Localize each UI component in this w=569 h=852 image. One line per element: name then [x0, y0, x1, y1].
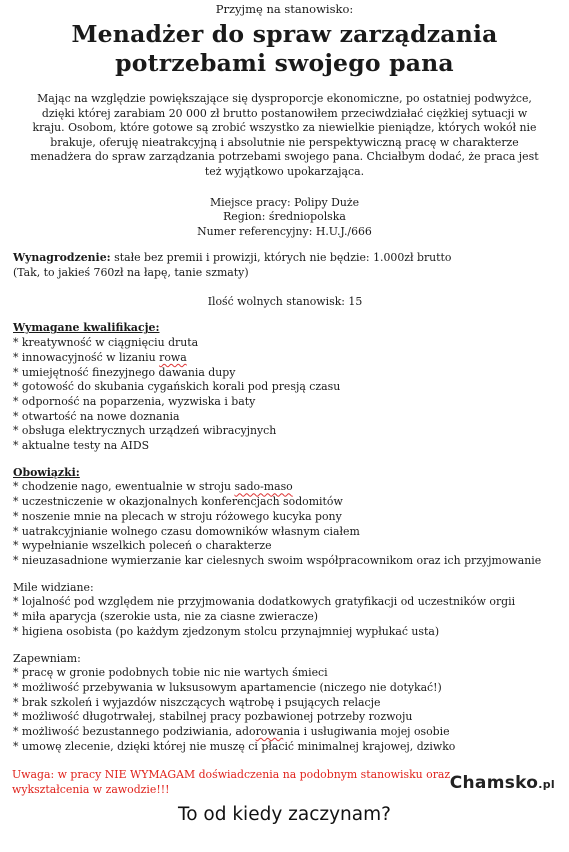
list-item: * innowacyjność w lizaniu rowa [13, 351, 557, 366]
list-item: * kreatywność w ciągnięciu druta [13, 336, 557, 351]
qualifications-section [12, 321, 557, 453]
list-item: * możliwość przebywania w luksusowym apartamencie (niczego nie dotykać!) [13, 681, 557, 696]
welcome-list [13, 595, 557, 639]
salary-note: (Tak, to jakieś 760zł na łapę, tanie szmaty) [13, 266, 249, 280]
list-item: * aktualne testy na AIDS [13, 439, 557, 454]
caption: To od kiedy zaczynam? [178, 804, 391, 825]
page-title [12, 20, 557, 78]
list-item: * noszenie mnie na plecach w stroju różowego kucyka pony [13, 510, 557, 525]
duties-section [12, 466, 557, 569]
list-item: * miła aparycja (szerokie usta, nie za ciasne zwieracze) [13, 610, 557, 625]
workplace: Miejsce pracy: Polipy Duże [209, 195, 360, 209]
duties-list [13, 480, 557, 568]
list-item: * wypełnianie wszelkich poleceń o charakterze [13, 539, 557, 554]
list-item: * gotowość do skubania cygańskich korali pod presją czasu [13, 380, 557, 395]
list-item: * obsługa elektrycznych urządzeń wibracyjnych [13, 424, 557, 439]
list-item: * higiena osobista (po każdym zjedzonym stolcu przynajmniej wypłukać usta) [13, 625, 557, 640]
offer-label: Zapewniam: [13, 651, 81, 665]
list-item: * brak szkoleń i wyjazdów niszczących wątrobę i psujących relacje [13, 696, 557, 711]
region: Region: średniopolska [223, 210, 346, 224]
qualifications-list [13, 336, 557, 454]
list-item: * pracę w gronie podobnych tobie nic nie wartych śmieci [13, 666, 557, 681]
watermark-domain: .pl [538, 778, 555, 791]
watermark-brand: Chamsko [449, 773, 539, 793]
welcome-label: Mile widziane: [13, 580, 94, 594]
list-item: * odporność na poparzenia, wyzwiska i baty [13, 395, 557, 410]
brand-watermark [450, 773, 555, 793]
title-line-2: potrzebami swojego pana [115, 49, 454, 77]
offer-list [13, 666, 557, 754]
list-item: * umowę zlecenie, dzięki której nie muszę ci płacić minimalnej krajowej, dziwko [13, 740, 557, 755]
list-item: * lojalność pod względem nie przyjmowania dodatkowych gratyfikacji od uczestników orgii [13, 595, 557, 610]
intro-line: Przyjmę na stanowisko: [215, 2, 354, 16]
list-item: * nieuzasadnione wymierzanie kar cielesnych swoim współpracownikom oraz ich przyjmowanie [13, 554, 557, 569]
list-item: * uczestniczenie w okazjonalnych konferencjach sodomitów [13, 495, 557, 510]
job-meta [12, 196, 557, 240]
lead-paragraph: Mając na względzie powiększające się dysproporcje ekonomiczne, po ostatniej podwyżce, dzięki której zarabiam 20 000 zł brutto postanowiłem przeciwdziałać ciężkiej sytuacji w kraju. Osobom, które gotowe są zrobić wszystko za niewielkie pieniądze, których wokół nie brakuje, oferuję nieatrakcyjną i absolutnie nie perspektywiczną pracę w charakterze menadżera do spraw zarządzania potrzebami swojego pana. Chciałbym dodać, że praca jest też wyjątkowo upokarzająca. [30, 92, 539, 178]
warning-note: Uwaga: w pracy NIE WYMAGAM doświadczenia na podobnym stanowisku oraz wykształcenia w zawodzie!!! [12, 768, 451, 797]
list-item: * chodzenie nago, ewentualnie w stroju sado-maso [13, 480, 557, 495]
welcome-section [12, 581, 557, 640]
salary-section [12, 251, 557, 280]
offer-section [12, 652, 557, 755]
positions-count: Ilość wolnych stanowisk: 15 [207, 294, 363, 308]
duties-label: Obowiązki: [13, 465, 80, 479]
list-item: * uatrakcyjnianie wolnego czasu domowników własnym ciałem [13, 525, 557, 540]
salary-label: Wynagrodzenie: [13, 251, 111, 265]
qualifications-label: Wymagane kwalifikacje: [13, 321, 160, 335]
list-item: * możliwość długotrwałej, stabilnej pracy pozbawionej potrzeby rozwoju [13, 710, 557, 725]
list-item: * umiejętność finezyjnego dawania dupy [13, 366, 557, 381]
list-item: * możliwość bezustannego podziwiania, adorowania i usługiwania mojej osobie [13, 725, 557, 740]
salary-text: stałe bez premii i prowizji, których nie będzie: 1.000zł brutto [110, 251, 452, 265]
title-line-1: Menadżer do spraw zarządzania [71, 20, 498, 48]
reference-number: Numer referencyjny: H.U.J./666 [197, 224, 372, 238]
list-item: * otwartość na nowe doznania [13, 410, 557, 425]
